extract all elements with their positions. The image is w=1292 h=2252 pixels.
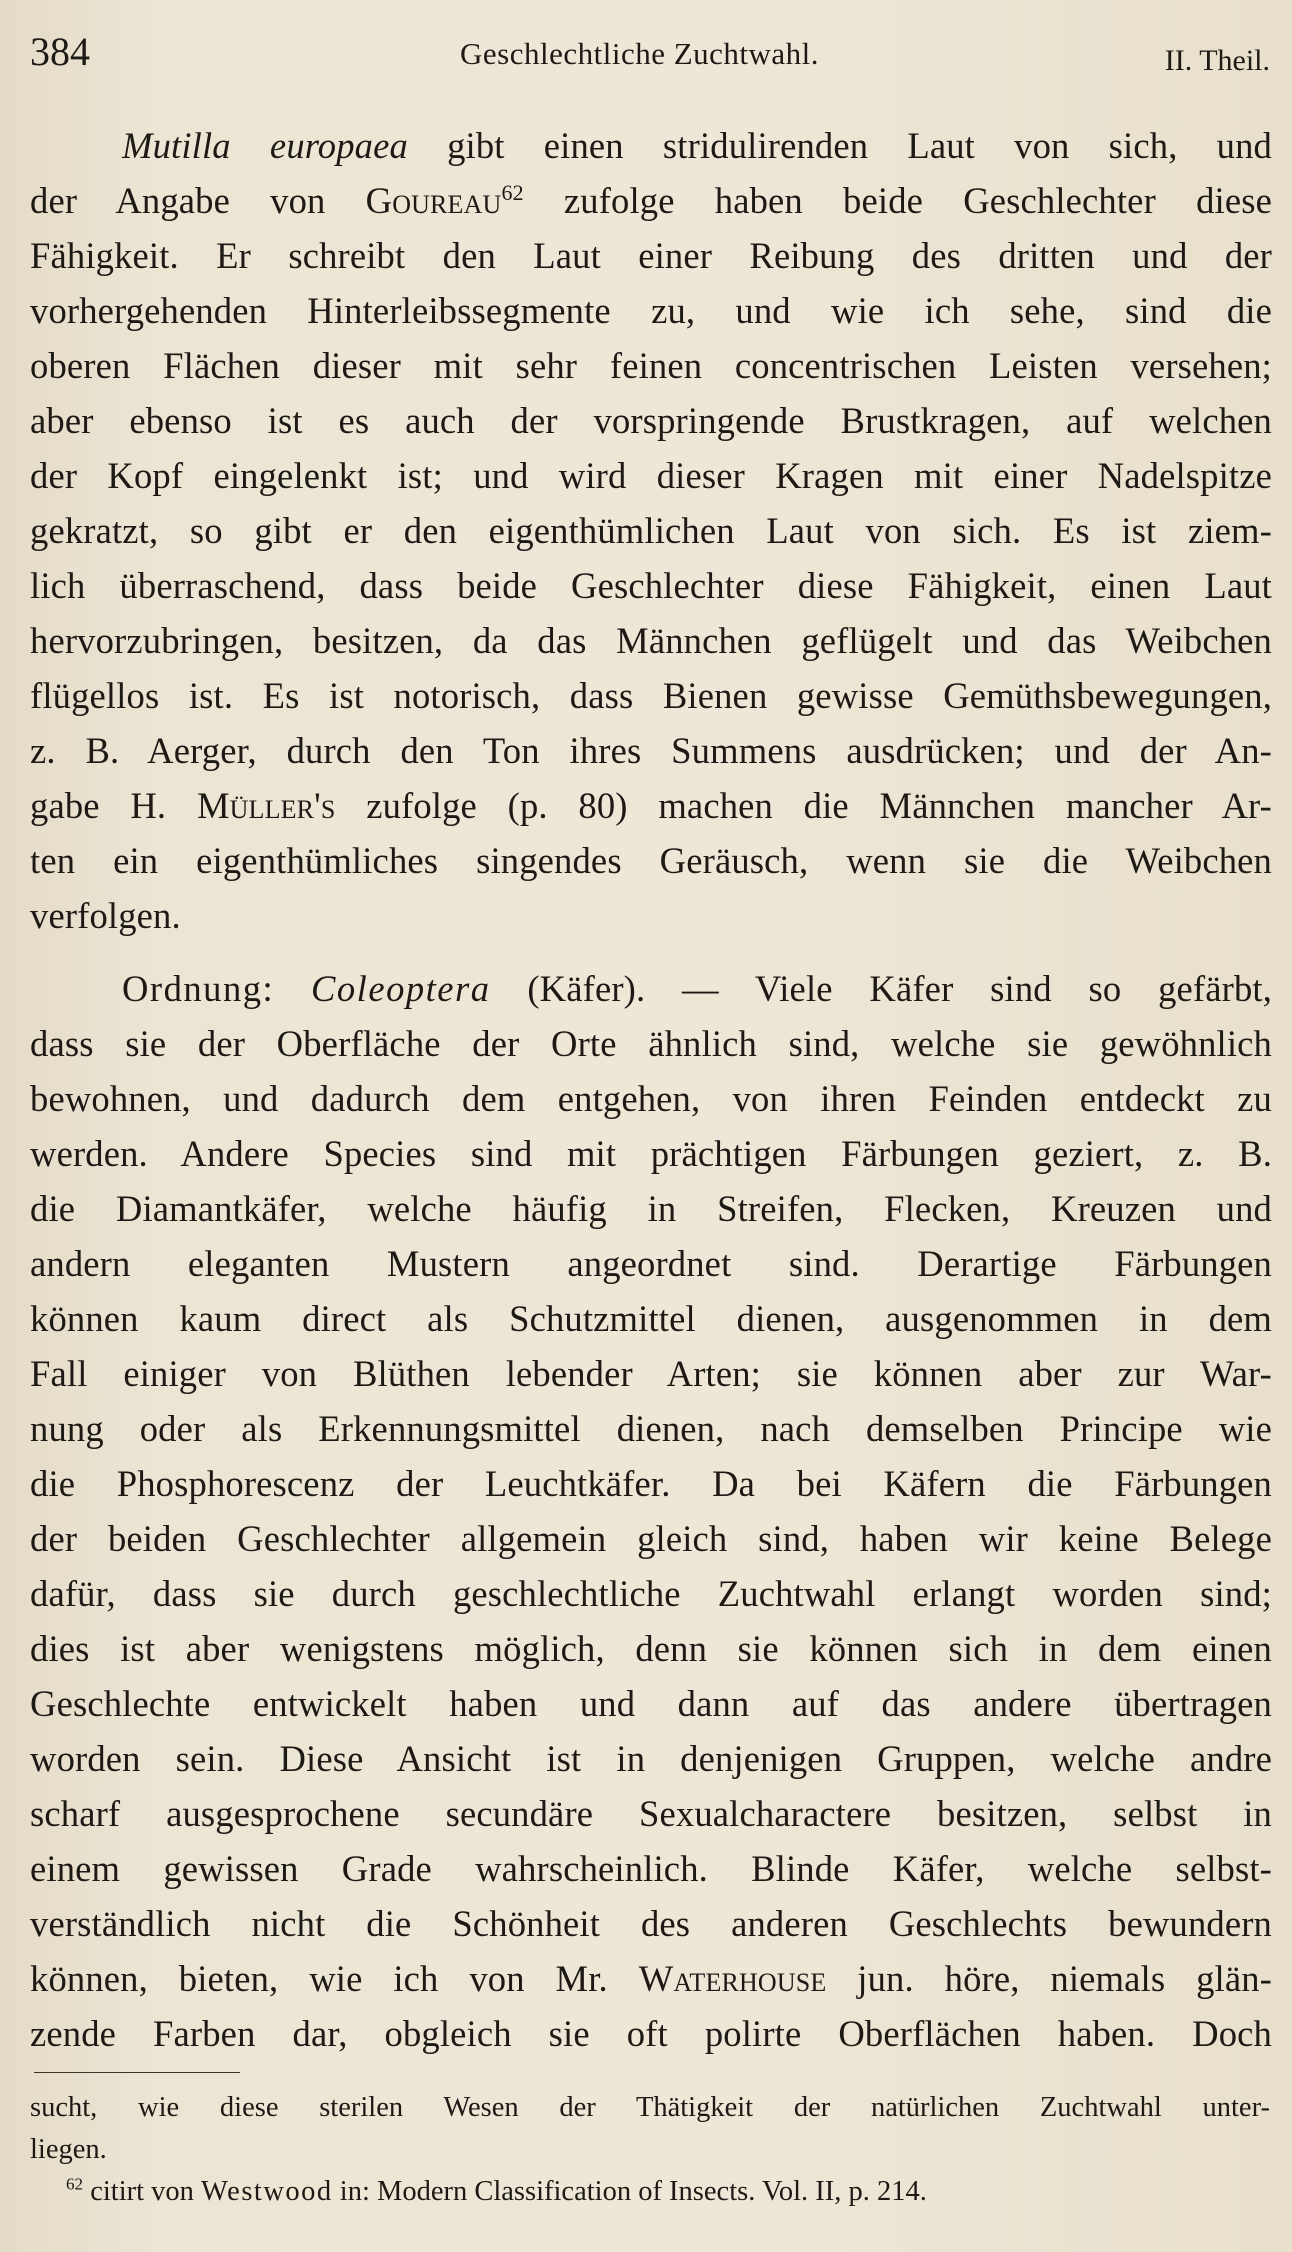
footnote-ref: 62 xyxy=(501,179,524,205)
text-line: dafür, dass sie durch geschlechtliche Zuchtwahl erlangt worden sind; xyxy=(30,1573,1272,1614)
text-line: zende Farben dar, obgleich sie oft polirte Oberflächen haben. Doch xyxy=(30,2013,1272,2054)
paragraph-gap xyxy=(30,943,1272,961)
line-text: zufolge (p. 80) machen die Männchen mancher Ar- xyxy=(335,785,1272,826)
footnote-62 xyxy=(30,2171,1270,2213)
page-number: 384 xyxy=(30,29,90,74)
order-label: Ordnung: xyxy=(122,968,275,1009)
main-text xyxy=(30,118,1272,2061)
footnote-continuation-line: sucht, wie diese sterilen Wesen der Thätigkeit der natürlichen Zuchtwahl unter- xyxy=(30,2092,1270,2123)
author-name: Goureau xyxy=(365,180,502,221)
text-line xyxy=(30,778,1272,833)
text-line xyxy=(30,173,1272,228)
line-text: zufolge haben beide Geschlechter diese xyxy=(523,180,1272,221)
text-line: Fall einiger von Blüthen lebender Arten; sie können aber zur War- xyxy=(30,1353,1272,1394)
text-line: verständlich nicht die Schönheit des anderen Geschlechts bewundern xyxy=(30,1903,1272,1944)
text-line: oberen Flächen dieser mit sehr feinen concentrischen Leisten versehen; xyxy=(30,345,1272,386)
line-text: können, bieten, wie ich von Mr. xyxy=(30,1958,639,1999)
text-line: bewohnen, und dadurch dem entgehen, von ihren Feinden entdeckt zu xyxy=(30,1078,1272,1119)
text-line: der beiden Geschlechter allgemein gleich sind, haben wir keine Belege xyxy=(30,1518,1272,1559)
text-line: der Kopf eingelenkt ist; und wird dieser Kragen mit einer Nadelspitze xyxy=(30,455,1272,496)
text-line: verfolgen. xyxy=(30,895,181,936)
footnote-text: in: Modern Classification of Insects. Vol. II, p. 214. xyxy=(332,2176,927,2207)
footnote-text: citirt von xyxy=(83,2176,202,2207)
text-line: dies ist aber wenigstens möglich, denn sie können sich in dem einen xyxy=(30,1628,1272,1669)
text-line: können kaum direct als Schutzmittel dienen, ausgenommen in dem xyxy=(30,1298,1272,1339)
text-line: andern eleganten Mustern angeordnet sind. Derartige Färbungen xyxy=(30,1243,1272,1284)
taxon-name: Coleoptera xyxy=(310,968,491,1009)
text-line: aber ebenso ist es auch der vorspringende Brustkragen, auf welchen xyxy=(30,400,1272,441)
text-line xyxy=(30,961,1272,1016)
text-line xyxy=(30,1951,1272,2006)
text-line: z. B. Aerger, durch den Ton ihres Summens ausdrücken; und der An- xyxy=(30,730,1272,771)
text-line: die Diamantkäfer, welche häufig in Streifen, Flecken, Kreuzen und xyxy=(30,1188,1272,1229)
part-label: II. Theil. xyxy=(1164,44,1270,77)
footnote-author: Westwood xyxy=(201,2176,333,2207)
running-title: Geschlechtliche Zuchtwahl. xyxy=(460,36,820,71)
text-line: Geschlechte entwickelt haben und dann auf das andere übertragen xyxy=(30,1683,1272,1724)
text-line: werden. Andere Species sind mit prächtigen Färbungen geziert, z. B. xyxy=(30,1133,1272,1174)
line-text: jun. höre, niemals glän- xyxy=(826,1958,1272,1999)
text-line: einem gewissen Grade wahrscheinlich. Blinde Käfer, welche selbst- xyxy=(30,1848,1272,1889)
author-name: Waterhouse xyxy=(638,1958,827,1999)
paragraph-coleoptera xyxy=(30,961,1272,2061)
text-line: lich überraschend, dass beide Geschlechter diese Fähigkeit, einen Laut xyxy=(30,565,1272,606)
text-line xyxy=(30,118,1272,173)
text-line: dass sie der Oberfläche der Orte ähnlich sind, welche sie gewöhnlich xyxy=(30,1023,1272,1064)
footnote-rule xyxy=(34,2072,240,2073)
line-text: gibt einen stridulirenden Laut von sich, und xyxy=(407,125,1272,166)
page-header xyxy=(30,28,1270,88)
line-text: (Käfer). — Viele Käfer sind so gefärbt, xyxy=(490,968,1272,1009)
footnotes xyxy=(30,2087,1270,2213)
text-line: Fähigkeit. Er schreibt den Laut einer Reibung des dritten und der xyxy=(30,235,1272,276)
text-line: die Phosphorescenz der Leuchtkäfer. Da bei Käfern die Färbungen xyxy=(30,1463,1272,1504)
text-line: vorhergehenden Hinterleibssegmente zu, und wie ich sehe, sind die xyxy=(30,290,1272,331)
text-line: flügellos ist. Es ist notorisch, dass Bienen gewisse Gemüthsbewegungen, xyxy=(30,675,1272,716)
footnote-continuation-line: liegen. xyxy=(30,2134,107,2165)
taxon-name: Mutilla europaea xyxy=(122,125,408,166)
author-name: Müller's xyxy=(196,785,336,826)
line-text: gabe H. xyxy=(30,785,197,826)
text-line: hervorzubringen, besitzen, da das Männchen geflügelt und das Weibchen xyxy=(30,620,1272,661)
text-line: nung oder als Erkennungsmittel dienen, nach demselben Principe wie xyxy=(30,1408,1272,1449)
text-line: gekratzt, so gibt er den eigenthümlichen Laut von sich. Es ist ziem- xyxy=(30,510,1272,551)
line-text: der Angabe von xyxy=(30,180,366,221)
text-line: worden sein. Diese Ansicht ist in denjenigen Gruppen, welche andre xyxy=(30,1738,1272,1779)
paragraph-mutilla xyxy=(30,118,1272,943)
footnote-marker: 62 xyxy=(66,2174,84,2194)
text-line: scharf ausgesprochene secundäre Sexualcharactere besitzen, selbst in xyxy=(30,1793,1272,1834)
text-line: ten ein eigenthümliches singendes Geräusch, wenn sie die Weibchen xyxy=(30,840,1272,881)
